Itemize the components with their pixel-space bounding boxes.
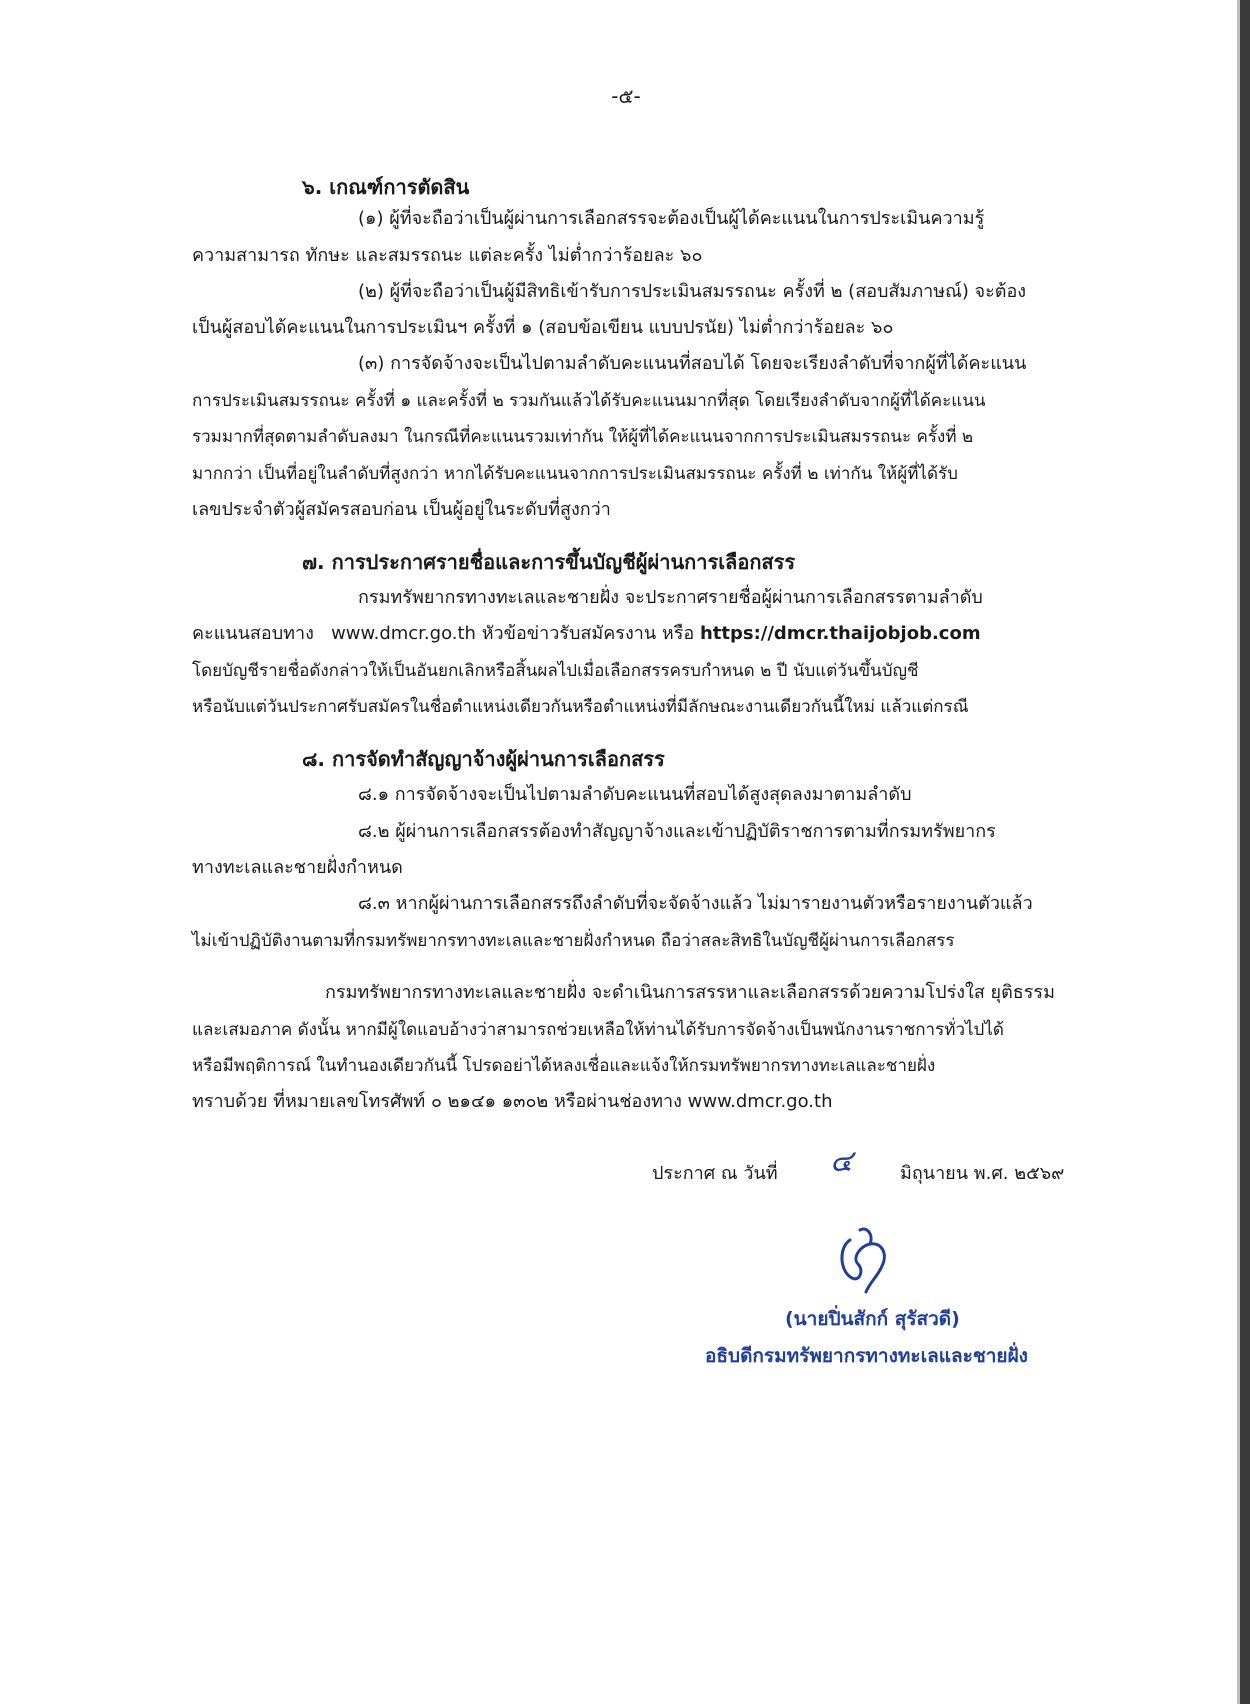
section-6-item-1-line-2: ความสามารถ ทักษะ และสมรรถนะ แต่ละครั้ง ไม่ต่ำกว่าร้อยละ ๖๐ [192, 245, 703, 266]
closing-line-4: ทราบด้วย ที่หมายเลขโทรศัพท์ ๐ ๒๑๔๑ ๑๓๐๒ หรือผ่านช่องทาง www.dmcr.go.th [192, 1091, 833, 1112]
section-8-heading: ๘. การจัดทำสัญญาจ้างผู้ผ่านการเลือกสรร [302, 747, 665, 771]
section-8-item-2-line-1: ๘.๒ ผู้ผ่านการเลือกสรรต้องทำสัญญาจ้างและเข้าปฏิบัติราชการตามที่กรมทรัพยากร [358, 821, 996, 842]
announcement-prefix: ประกาศ ณ วันที่ [652, 1163, 778, 1184]
section-6-item-3-line-2: การประเมินสมรรถนะ ครั้งที่ ๑ และครั้งที่ ๒ รวมกันแล้วได้รับคะแนนมากที่สุด โดยเรียงลำดับจากผู้ที่ได้คะแนน [192, 391, 986, 411]
signatory-title: อธิบดีกรมทรัพยากรทางทะเลและชายฝั่ง [705, 1345, 1028, 1367]
section-6-heading: ๖. เกณฑ์การตัดสิน [302, 175, 470, 199]
closing-line-3: หรือมีพฤติการณ์ ในทำนองเดียวกันนี้ โปรดอย่าได้หลงเชื่อและแจ้งให้กรมทรัพยากรทางทะเลและชายฝั่ง [192, 1056, 936, 1076]
closing-line-1: กรมทรัพยากรทางทะเลและชายฝั่ง จะดำเนินการสรรหาและเลือกสรรด้วยความโปร่งใส ยุติธรรม [325, 982, 1055, 1003]
section-7-line-2-mid: หัวข้อข่าวรับสมัครงาน หรือ [481, 623, 695, 644]
handwritten-day: ๔ [830, 1144, 853, 1179]
section-6-item-3-line-5: เลขประจำตัวผู้สมัครสอบก่อน เป็นผู้อยู่ในระดับที่สูงกว่า [192, 499, 611, 520]
handwritten-signature [830, 1220, 900, 1300]
section-7-line-4: หรือนับแต่วันประกาศรับสมัครในชื่อตำแหน่งเดียวกันหรือตำแหน่งที่มีลักษณะงานเดียวกันนี้ใหม่ แล้วแต่กรณี [192, 697, 969, 717]
section-7-line-3: โดยบัญชีรายชื่อดังกล่าวให้เป็นอันยกเลิกหรือสิ้นผลไปเมื่อเลือกสรรครบกำหนด ๒ ปี นับแต่วันขึ้นบัญชี [192, 661, 919, 681]
section-8-item-3-line-1: ๘.๓ หากผู้ผ่านการเลือกสรรถึงลำดับที่จะจัดจ้างแล้ว ไม่มารายงานตัวหรือรายงานตัวแล้ว [358, 893, 1033, 914]
section-6-item-2-line-2: เป็นผู้สอบได้คะแนนในการประเมินฯ ครั้งที่ ๑ (สอบข้อเขียน แบบปรนัย) ไม่ต่ำกว่าร้อยละ ๖๐ [192, 317, 894, 338]
scan-edge-shadow [1240, 0, 1250, 1704]
section-6-item-3-line-3: รวมมากที่สุดตามลำดับลงมา ในกรณีที่คะแนนรวมเท่ากัน ให้ผู้ที่ได้คะแนนจากการประเมินสมรรถนะ ครั้งที่ ๒ [192, 427, 974, 447]
section-6-item-3-line-4: มากกว่า เป็นที่อยู่ในลำดับที่สูงกว่า หากได้รับคะแนนจากการประเมินสมรรถนะ ครั้งที่ ๒ เท่ากัน ให้ผู้ที่ได้รับ [192, 464, 958, 484]
thaijobjob-link[interactable]: https://dmcr.thaijobjob.com [699, 623, 981, 644]
section-6-item-3-line-1: (๓) การจัดจ้างจะเป็นไปตามลำดับคะแนนที่สอบได้ โดยจะเรียงลำดับที่จากผู้ที่ได้คะแนน [358, 353, 1027, 374]
page-number: -๕- [611, 84, 641, 108]
section-8-item-1: ๘.๑ การจัดจ้างจะเป็นไปตามลำดับคะแนนที่สอบได้สูงสุดลงมาตามลำดับ [358, 784, 912, 805]
section-7-line-2-prefix: คะแนนสอบทาง [192, 623, 314, 644]
signatory-name: (นายปิ่นสักก์ สุรัสวดี) [785, 1308, 960, 1330]
section-6-item-1-line-1: (๑) ผู้ที่จะถือว่าเป็นผู้ผ่านการเลือกสรรจะต้องเป็นผู้ได้คะแนนในการประเมินความรู้ [358, 208, 985, 229]
section-7-heading: ๗. การประกาศรายชื่อและการขึ้นบัญชีผู้ผ่านการเลือกสรร [302, 550, 796, 574]
announcement-month-year: มิถุนายน พ.ศ. ๒๕๖๙ [900, 1163, 1065, 1184]
closing-line-2: และเสมอภาค ดังนั้น หากมีผู้ใดแอบอ้างว่าสามารถช่วยเหลือให้ท่านได้รับการจัดจ้างเป็นพนักงานราชการทั่วไปได้ [192, 1020, 1004, 1040]
section-6-item-2-line-1: (๒) ผู้ที่จะถือว่าเป็นผู้มีสิทธิเข้ารับการประเมินสมรรถนะ ครั้งที่ ๒ (สอบสัมภาษณ์) จะต้อง [358, 281, 1027, 302]
section-8-item-3-line-2: ไม่เข้าปฏิบัติงานตามที่กรมทรัพยากรทางทะเลและชายฝั่งกำหนด ถือว่าสละสิทธิในบัญชีผู้ผ่านการเลือกสรร [192, 931, 955, 951]
section-7-line-2 [192, 620, 981, 648]
section-8-item-2-line-2: ทางทะเลและชายฝั่งกำหนด [192, 857, 403, 878]
dmcr-website-link[interactable]: www.dmcr.go.th [331, 623, 476, 644]
section-7-line-1: กรมทรัพยากรทางทะเลและชายฝั่ง จะประกาศรายชื่อผู้ผ่านการเลือกสรรตามลำดับ [358, 587, 983, 608]
